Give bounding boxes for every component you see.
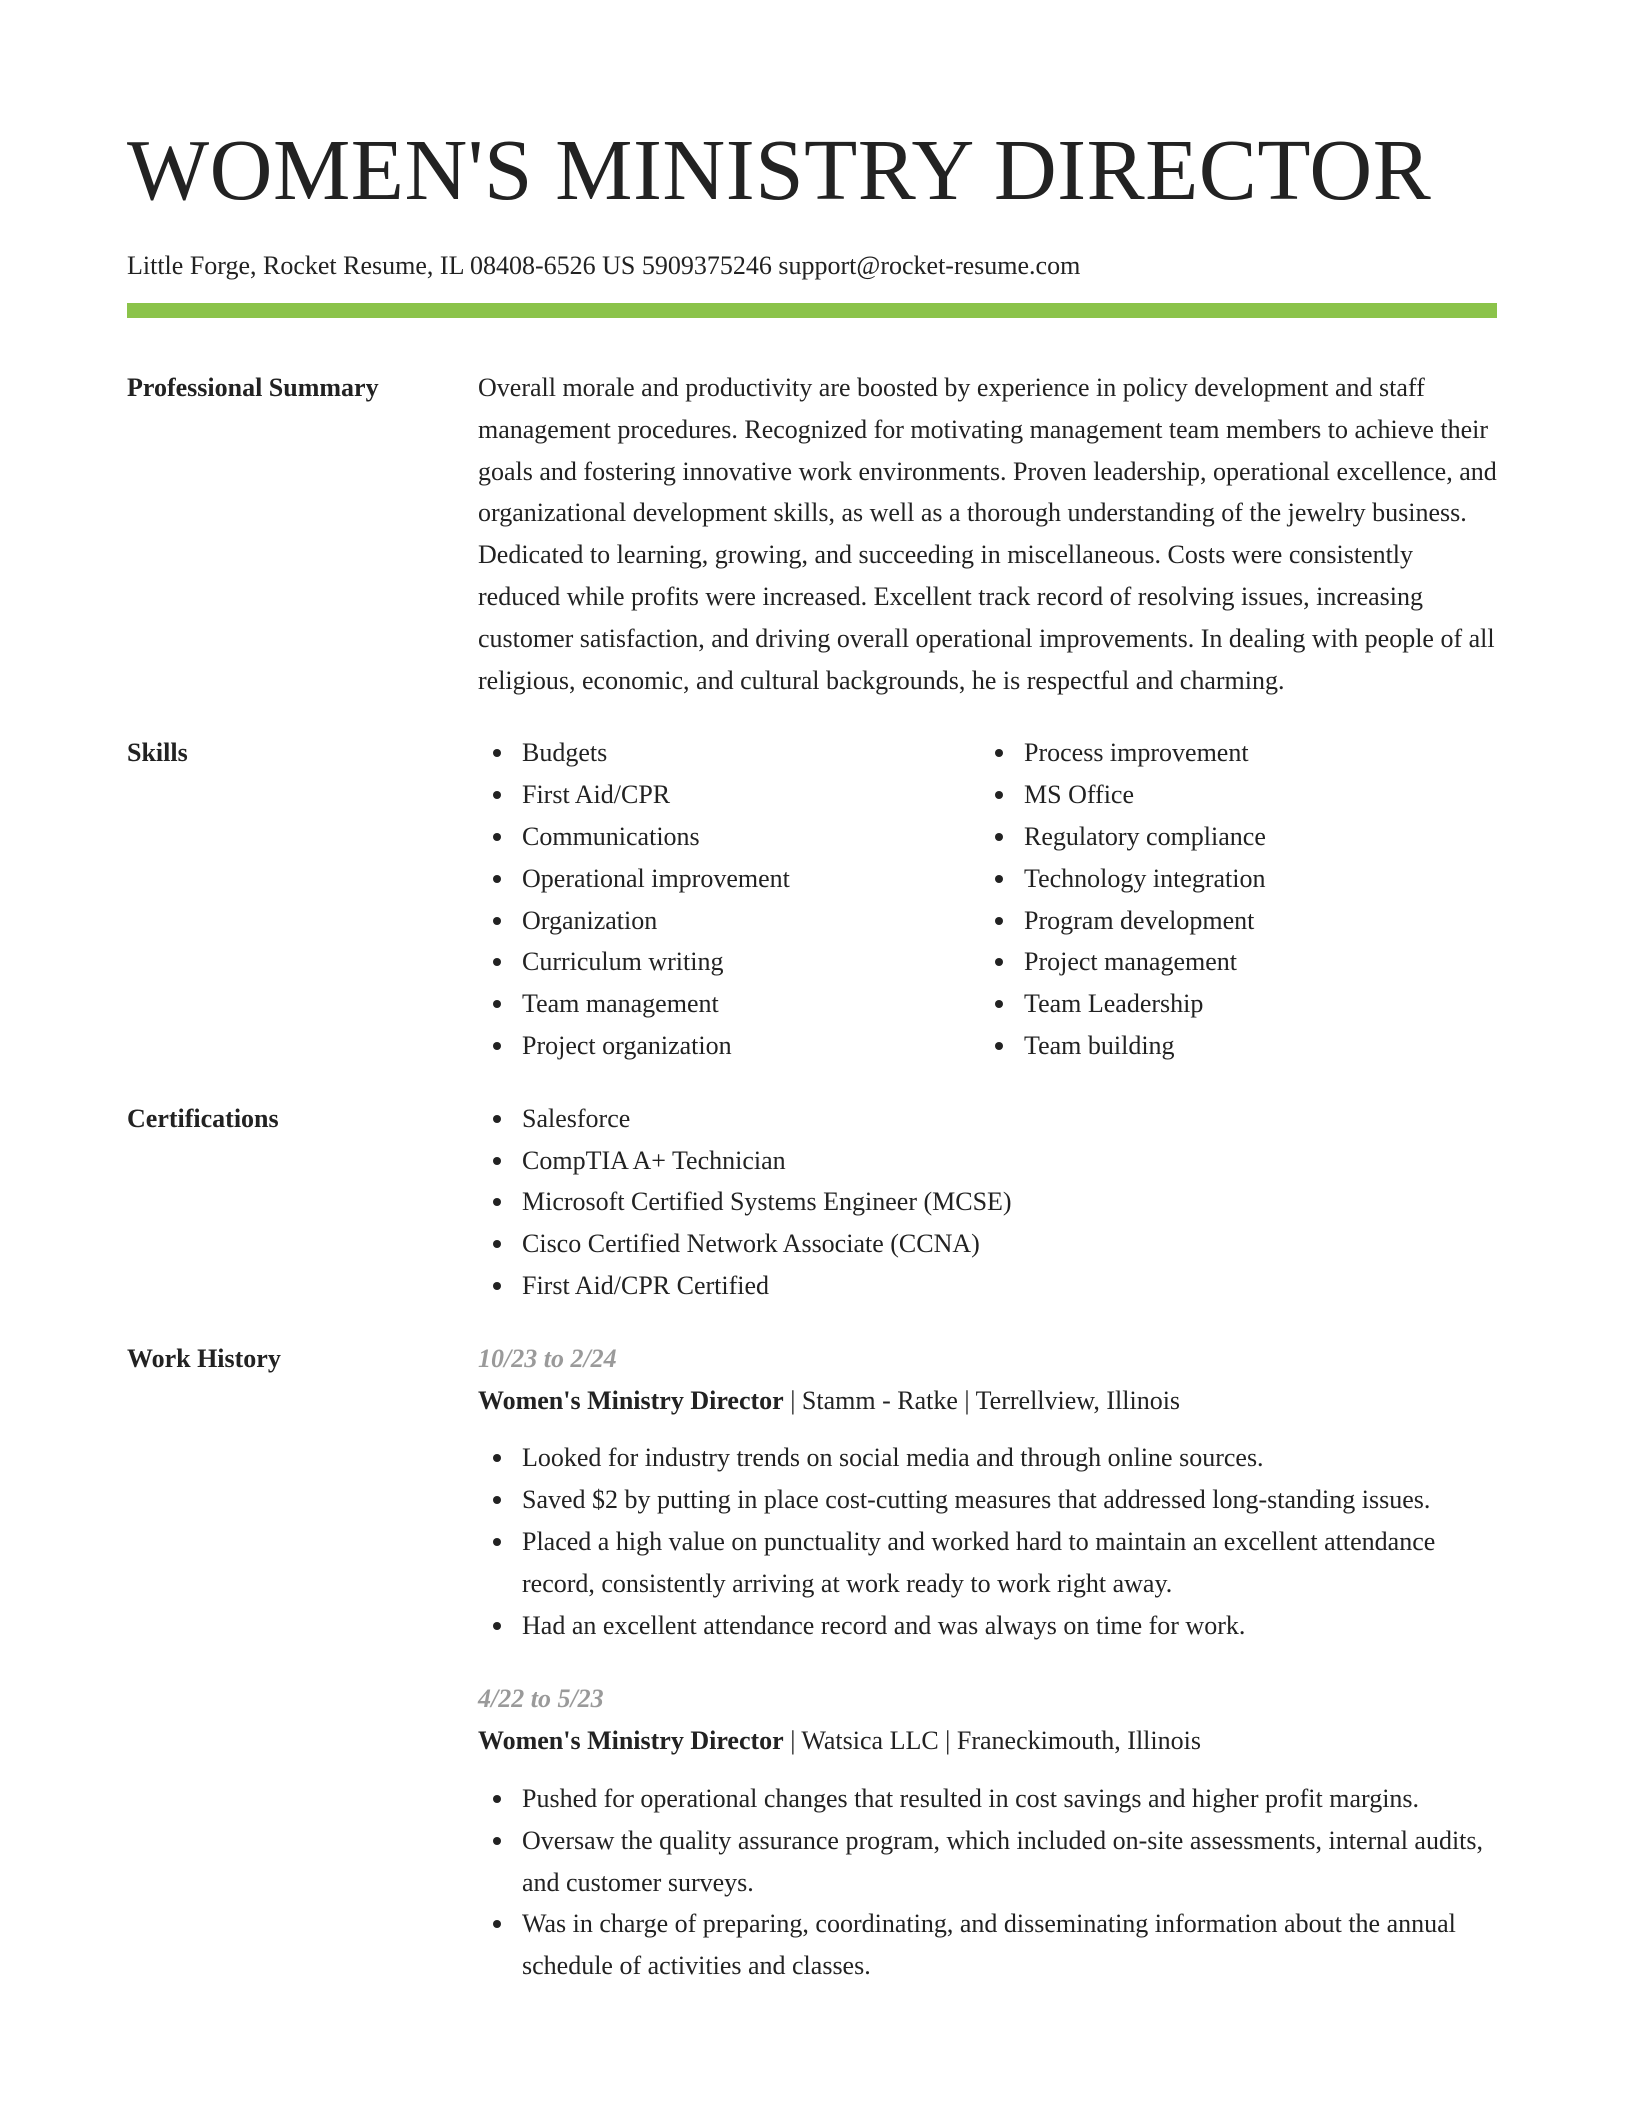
skill-item: Communications xyxy=(522,816,980,858)
skill-item: Budgets xyxy=(522,732,980,774)
job-bullet: Placed a high value on punctuality and worked hard to maintain an excellent attendance record, consistently arriving at work ready to work right away. xyxy=(522,1521,1497,1605)
job-bullet: Was in charge of preparing, coordinating, and disseminating information about the annual schedule of activities and classes. xyxy=(522,1903,1497,1987)
job-bullet: Looked for industry trends on social media and through online sources. xyxy=(522,1437,1497,1479)
job-company-location: | Watsica LLC | Franeckimouth, Illinois xyxy=(783,1726,1201,1756)
job-title: Women's Ministry Director xyxy=(478,1385,784,1415)
skill-item: Regulatory compliance xyxy=(1024,816,1482,858)
resume-name: WOMEN'S MINISTRY DIRECTOR xyxy=(127,121,1432,218)
summary-section xyxy=(127,367,1497,701)
job-dates: 4/22 to 5/23 xyxy=(478,1684,604,1714)
skill-item: Operational improvement xyxy=(522,858,980,900)
job-bullet: Saved $2 by putting in place cost-cutting measures that addressed long-standing issues. xyxy=(522,1479,1497,1521)
contact-line: Little Forge, Rocket Resume, IL 08408-6526 US 5909375246 support@rocket-resume.com xyxy=(127,251,1081,280)
job-bullet-list xyxy=(478,1778,1497,1987)
section-heading-skills: Skills xyxy=(127,738,188,768)
job-title: Women's Ministry Director xyxy=(478,1726,784,1756)
skill-item: Team management xyxy=(522,983,980,1025)
skills-list-right xyxy=(980,732,1482,1066)
job-heading xyxy=(478,1380,1497,1422)
skill-item: Project organization xyxy=(522,1025,980,1067)
job-company-location: | Stamm - Ratke | Terrellview, Illinois xyxy=(783,1385,1181,1415)
skills-list-left xyxy=(478,732,980,1066)
job-entry xyxy=(478,1338,1497,1647)
certification-item: Microsoft Certified Systems Engineer (MCSE) xyxy=(522,1181,1497,1223)
skill-item: Team building xyxy=(1024,1025,1482,1067)
section-heading-work-history: Work History xyxy=(127,1343,281,1373)
resume-page xyxy=(127,120,1497,1987)
job-heading xyxy=(478,1720,1497,1762)
job-dates: 10/23 to 2/24 xyxy=(478,1343,617,1373)
certification-item: Salesforce xyxy=(522,1098,1497,1140)
section-heading-certifications: Certifications xyxy=(127,1103,279,1133)
certification-item: Cisco Certified Network Associate (CCNA) xyxy=(522,1223,1497,1265)
job-bullet: Had an excellent attendance record and was always on time for work. xyxy=(522,1605,1497,1647)
job-entry xyxy=(478,1678,1497,1987)
skill-item: Curriculum writing xyxy=(522,941,980,983)
certifications-section xyxy=(127,1098,1497,1307)
skill-item: Process improvement xyxy=(1024,732,1482,774)
skill-item: Technology integration xyxy=(1024,858,1482,900)
job-bullet-list xyxy=(478,1437,1497,1646)
skill-item: First Aid/CPR xyxy=(522,774,980,816)
certification-item: CompTIA A+ Technician xyxy=(522,1140,1497,1182)
certification-item: First Aid/CPR Certified xyxy=(522,1265,1497,1307)
summary-text: Overall morale and productivity are boosted by experience in policy development and staff management procedures. Recognized for motivating management team members to achieve their goals and fostering innovative work environments. Proven leadership, operational excellence, and organizational development skills, as well as a thorough understanding of the jewelry business. Dedicated to learning, growing, and succeeding in miscellaneous. Costs were consistently reduced while profits were increased. Excellent track record of resolving issues, increasing customer satisfaction, and driving overall operational improvements. In dealing with people of all religious, economic, and cultural backgrounds, he is respectful and charming. xyxy=(478,373,1497,695)
skills-section xyxy=(127,732,1497,1066)
skill-item: MS Office xyxy=(1024,774,1482,816)
skill-item: Project management xyxy=(1024,941,1482,983)
work-history-section xyxy=(127,1338,1497,1987)
job-bullet: Oversaw the quality assurance program, which included on-site assessments, internal audits, and customer surveys. xyxy=(522,1820,1497,1904)
skills-columns xyxy=(478,732,1497,1066)
skill-item: Organization xyxy=(522,900,980,942)
job-bullet: Pushed for operational changes that resulted in cost savings and higher profit margins. xyxy=(522,1778,1497,1820)
certifications-list xyxy=(478,1098,1497,1307)
skill-item: Team Leadership xyxy=(1024,983,1482,1025)
skill-item: Program development xyxy=(1024,900,1482,942)
accent-divider xyxy=(127,303,1497,318)
section-heading-summary: Professional Summary xyxy=(127,373,379,402)
